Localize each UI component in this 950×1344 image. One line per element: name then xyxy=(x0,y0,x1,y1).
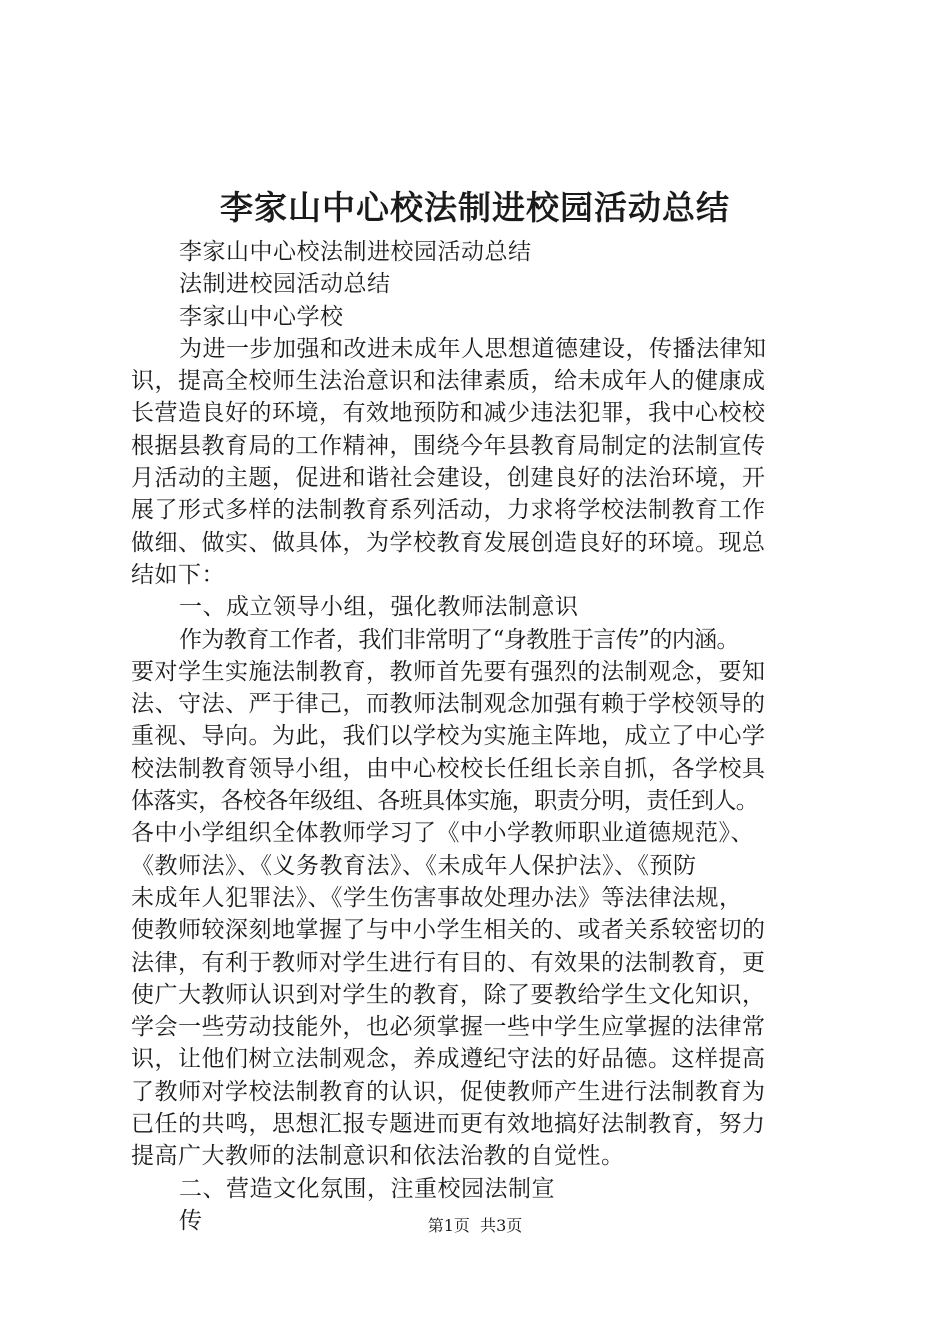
body-line: 法律，有利于教师对学生进行有目的、有效果的法制教育，更 xyxy=(131,949,766,976)
document-body xyxy=(131,236,831,1237)
body-line: 已任的共鸣，思想汇报专题进而更有效地搞好法制教育，努力 xyxy=(131,1111,766,1138)
body-line: 作为教育工作者，我们非常明了“身教胜于言传”的内涵。 xyxy=(179,626,739,653)
body-line: 一、成立领导小组，强化教师法制意识 xyxy=(179,594,579,621)
body-line: 李家山中心学校 xyxy=(179,303,344,330)
document-title: 李家山中心校法制进校园活动总结 xyxy=(220,188,730,227)
body-line: 《教师法》、《义务教育法》、《未成年人保护法》、《预防 xyxy=(131,852,697,879)
body-line: 展了形式多样的法制教育系列活动，力求将学校法制教育工作 xyxy=(131,497,766,524)
body-line: 学会一些劳动技能外，也必须掌握一些中学生应掌握的法律常 xyxy=(131,1014,766,1041)
body-line: 做细、做实、做具体，为学校教育发展创造良好的环境。现总 xyxy=(131,529,766,556)
body-line: 法制进校园活动总结 xyxy=(179,271,391,298)
body-line: 识，提高全校师生法治意识和法律素质，给未成年人的健康成 xyxy=(131,368,766,395)
body-line: 体落实，各校各年级组、各班具体实施，职责分明，责任到人。 xyxy=(131,788,759,815)
body-line: 法、守法、严于律己，而教师法制观念加强有赖于学校领导的 xyxy=(131,691,766,718)
body-line: 月活动的主题，促进和谐社会建设，创建良好的法治环境，开 xyxy=(131,465,766,492)
body-line: 为进一步加强和改进未成年人思想道德建设，传播法律知 xyxy=(179,335,767,362)
body-line: 二、营造文化氛围，注重校园法制宣 xyxy=(179,1175,555,1202)
body-line: 李家山中心校法制进校园活动总结 xyxy=(179,239,532,265)
page-number: 第1页 共3页 xyxy=(427,1216,523,1235)
page-footer xyxy=(0,1215,950,1237)
body-line: 使广大教师认识到对学生的教育，除了要教给学生文化知识， xyxy=(131,981,766,1008)
body-line: 各中小学组织全体教师学习了《中小学教师职业道德规范》、 xyxy=(131,820,754,847)
body-line: 使教师较深刻地掌握了与中小学生相关的、或者关系较密切的 xyxy=(131,917,766,944)
body-line: 长营造良好的环境，有效地预防和减少违法犯罪，我中心校校 xyxy=(131,400,766,427)
body-line: 识，让他们树立法制观念，养成遵纪守法的好品德。这样提高 xyxy=(131,1046,766,1073)
body-line: 要对学生实施法制教育，教师首先要有强烈的法制观念，要知 xyxy=(131,658,766,685)
body-line: 未成年人犯罪法》、《学生伤害事故处理办法》等法律法规， xyxy=(131,884,743,911)
body-line: 提高广大教师的法制意识和依法治教的自觉性。 xyxy=(131,1143,625,1170)
body-line: 了教师对学校法制教育的认识，促使教师产生进行法制教育为 xyxy=(131,1078,766,1105)
body-line: 校法制教育领导小组，由中心校校长任组长亲自抓，各学校具 xyxy=(131,755,766,782)
body-line: 传 xyxy=(179,1207,203,1234)
body-line: 根据县教育局的工作精神，围绕今年县教育局制定的法制宣传 xyxy=(131,432,766,459)
body-line: 结如下： xyxy=(131,561,225,588)
body-line: 重视、导向。为此，我们以学校为实施主阵地，成立了中心学 xyxy=(131,723,766,750)
